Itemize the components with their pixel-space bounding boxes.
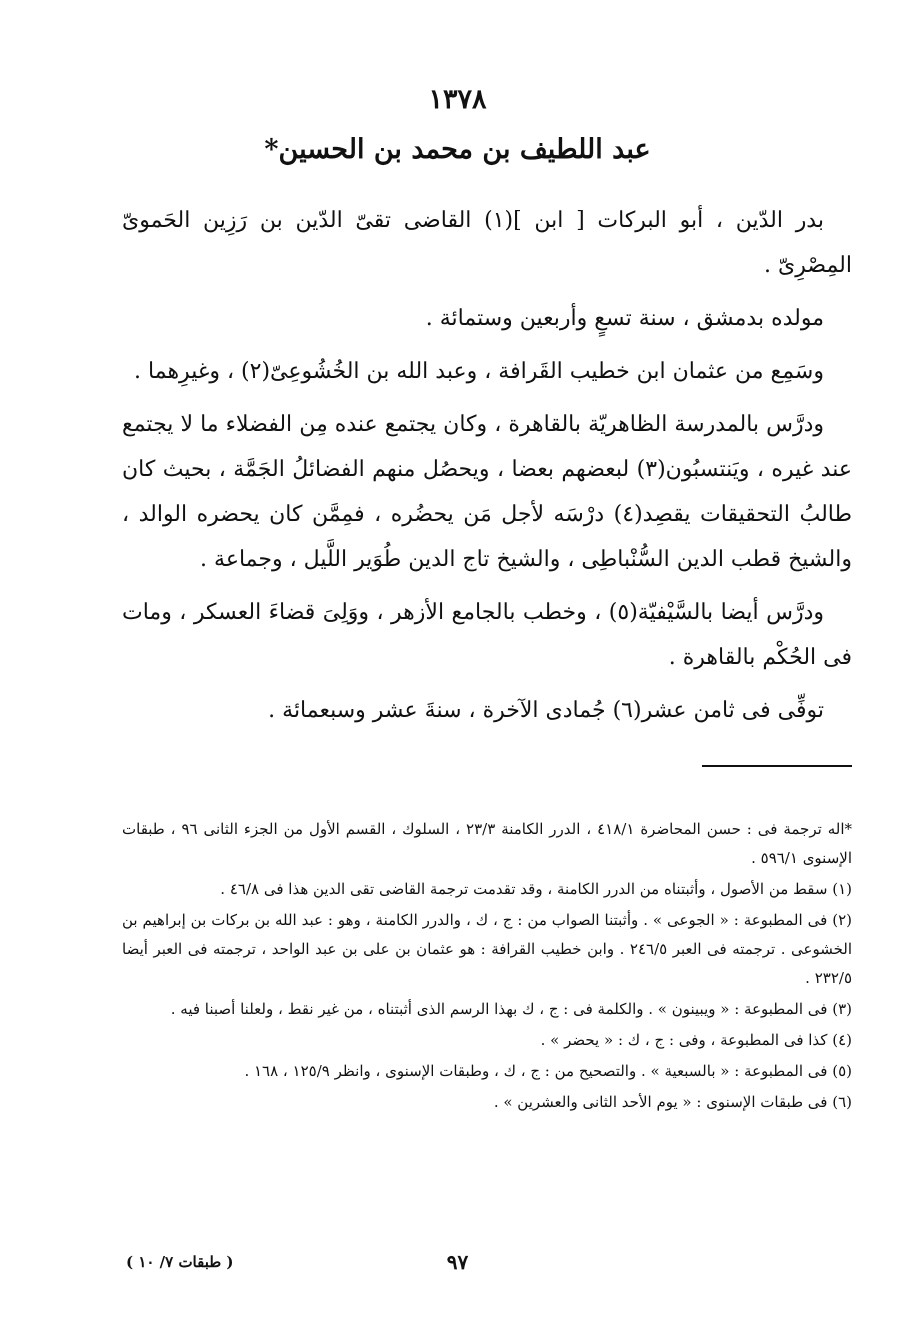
paragraph-birth: مولده بدمشق ، سنة تسعٍ وأربعين وستمائة .	[425, 306, 824, 331]
paragraph-teaching-sayfiyya: ودرَّس أيضا بالسَّيْفيّة(٥) ، وخطب بالجامع الأزهر ، ووَلِىَ قضاءَ العسكر ، ومات فى الحُكْم بالقاهرة .	[122, 600, 852, 670]
entry-title: عبد اللطيف بن محمد بن الحسين*	[264, 134, 651, 165]
biography-text	[122, 198, 852, 741]
footnote-sources: *اله ترجمة فى : حسن المحاضرة ٤١٨/١ ، الدرر الكامنة ٢٣/٣ ، السلوك ، القسم الأول من الجزء الثانى ٩٦ ، طبقات الإسنوى ٥٩٦/١ .	[122, 820, 852, 867]
footnote-2: (٢) فى المطبوعة : « الجوعى » . وأثبتنا الصواب من : ج ، ك ، والدرر الكامنة ، وهو : عبد الله بن بركات بن إبراهيم بن الخشوعى . ترجمته فى العبر ٢٤٦/٥ . وابن خطيب القرافة : هو عثمان بن على بن عبد الواحد ، ترجمته فى العبر أيضا ٢٣٢/٥ .	[122, 911, 852, 987]
footnote-5: (٥) فى المطبوعة : « بالسبعية » . والتصحيح من : ج ، ك ، وطبقات الإسنوى ، وانظر ١٢٥/٩ ، ١٦٨ .	[244, 1062, 852, 1080]
footnote-separator	[702, 765, 852, 767]
footnote-6: (٦) فى طبقات الإسنوى : « يوم الأحد الثانى والعشرين » .	[493, 1093, 852, 1111]
footnote-3: (٣) فى المطبوعة : « ويبينون » . والكلمة فى : ج ، ك بهذا الرسم الذى أثبتناه ، من غير نقط ، ولعلنا أصبنا فيه .	[170, 1000, 852, 1018]
paragraph-teachers: وسَمِع من عثمان ابن خطيب القَرافة ، وعبد الله بن الخُشُوعِىّ(٢) ، وغيرِهما .	[134, 359, 824, 384]
footnote-4: (٤) كذا فى المطبوعة ، وفى : ج ، ك : « يحضر » .	[540, 1031, 852, 1049]
footnotes	[122, 815, 852, 1119]
paragraph-death: توفِّى فى ثامن عشر(٦) جُمادى الآخرة ، سنةَ عشر وسبعمائة .	[268, 698, 824, 723]
printer-signature: ( طبقات ٧/ ١٠ )	[126, 1253, 234, 1271]
entry-number: ١٣٧٨	[428, 84, 487, 115]
footnote-1: (١) سقط من الأصول ، وأثبتناه من الدرر الكامنة ، وقد تقدمت ترجمة القاضى تقى الدين هذا فى ٤٦/٨ .	[220, 880, 852, 898]
paragraph-teaching-zahiriyya: ودرَّس بالمدرسة الظاهريّة بالقاهرة ، وكان يجتمع عنده مِن الفضلاء ما لا يجتمع عند غيره ، ويَنتسبُون(٣) لبعضهم بعضا ، ويحصُل منهم الفضائلُ الجَمَّة ، بحيث كان طالبُ التحقيقات يقصِد(٤) درْسَه لأجل مَن يحضُره ، فمِمَّن كان يحضره الوالد ، والشيخ قطب الدين السُّنْباطِى ، والشيخ تاج الدين طُوَير اللَّيل ، وجماعة .	[122, 412, 852, 572]
paragraph-name-lineage: بدر الدّين ، أبو البركات [ ابن ](١) القاضى تقىّ الدّين بن رَزِين الحَموىّ المِصْرِىّ .	[122, 208, 852, 278]
page-number: ٩٧	[446, 1250, 469, 1274]
